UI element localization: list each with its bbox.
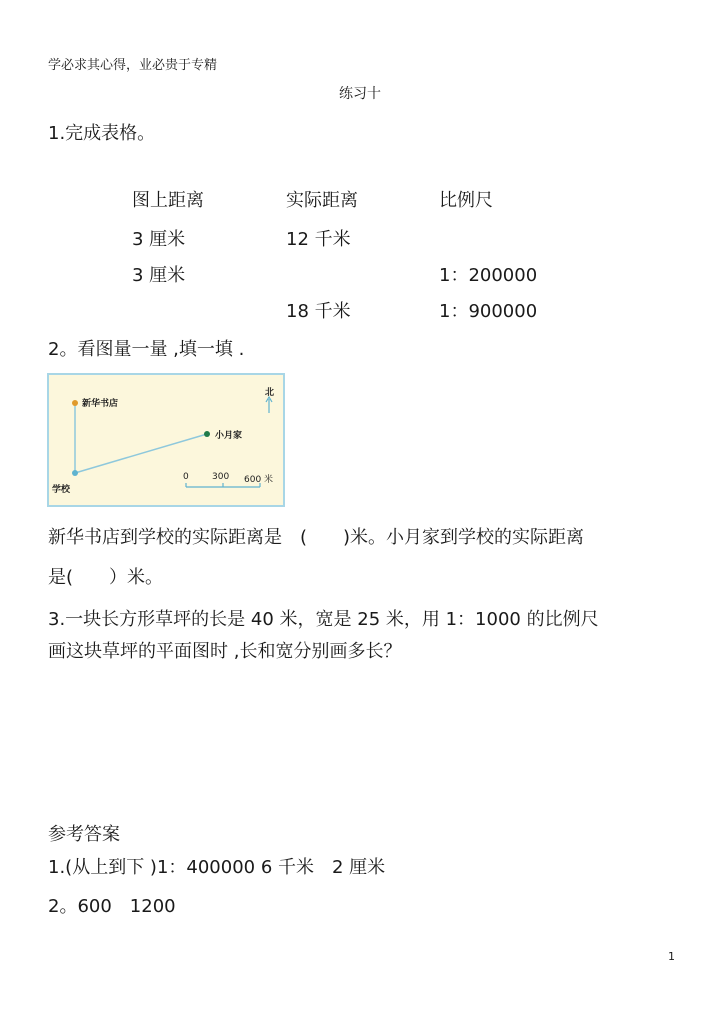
question-2-prompt: 2。看图量一量 ,填一填 . [48,339,245,360]
answer-1: 1.(从上到下 )1：400000 6 千米 2 厘米 [48,857,386,878]
table-cell: 1：900000 [439,301,538,322]
bookstore-marker [72,400,78,406]
home-marker [204,431,210,437]
table-header-actual-distance: 实际距离 [286,190,358,211]
question-1-prompt: 1.完成表格。 [48,123,156,144]
scale-tick-600: 600 米 [244,475,274,485]
question-3-line-2: 画这块草坪的平面图时 ,长和宽分别画多长？ [48,641,402,662]
bookstore-label: 新华书店 [82,399,119,409]
scale-tick-0: 0 [183,472,189,482]
table-header-map-distance: 图上距离 [132,190,204,211]
table-cell: 1：200000 [439,265,538,286]
table-cell: 12 千米 [286,229,351,250]
header-motto: 学必求其心得，业必贵于专精 [48,58,218,73]
question-3-line-1: 3.一块长方形草坪的长是 40 米，宽是 25 米，用 1：1000 的比例尺 [48,609,599,630]
north-label: 北 [265,388,275,398]
table-cell: 3 厘米 [132,265,186,286]
map-drawing [49,375,283,505]
answer-2: 2。600 1200 [48,896,176,917]
question-2-line-2: 是( ）米。 [48,567,164,588]
page-title: 练习十 [339,86,381,102]
map-figure [47,373,285,507]
page-number: 1 [668,950,675,963]
table-cell: 3 厘米 [132,229,186,250]
home-label: 小月家 [215,431,243,441]
school-label: 学校 [52,485,71,495]
school-marker [72,470,78,476]
question-2-line-1: 新华书店到学校的实际距离是 ( )米。小月家到学校的实际距离 [48,527,585,548]
answers-heading: 参考答案 [48,824,120,845]
scale-tick-300: 300 [212,472,230,482]
table-cell: 18 千米 [286,301,351,322]
table-header-scale: 比例尺 [439,190,493,211]
